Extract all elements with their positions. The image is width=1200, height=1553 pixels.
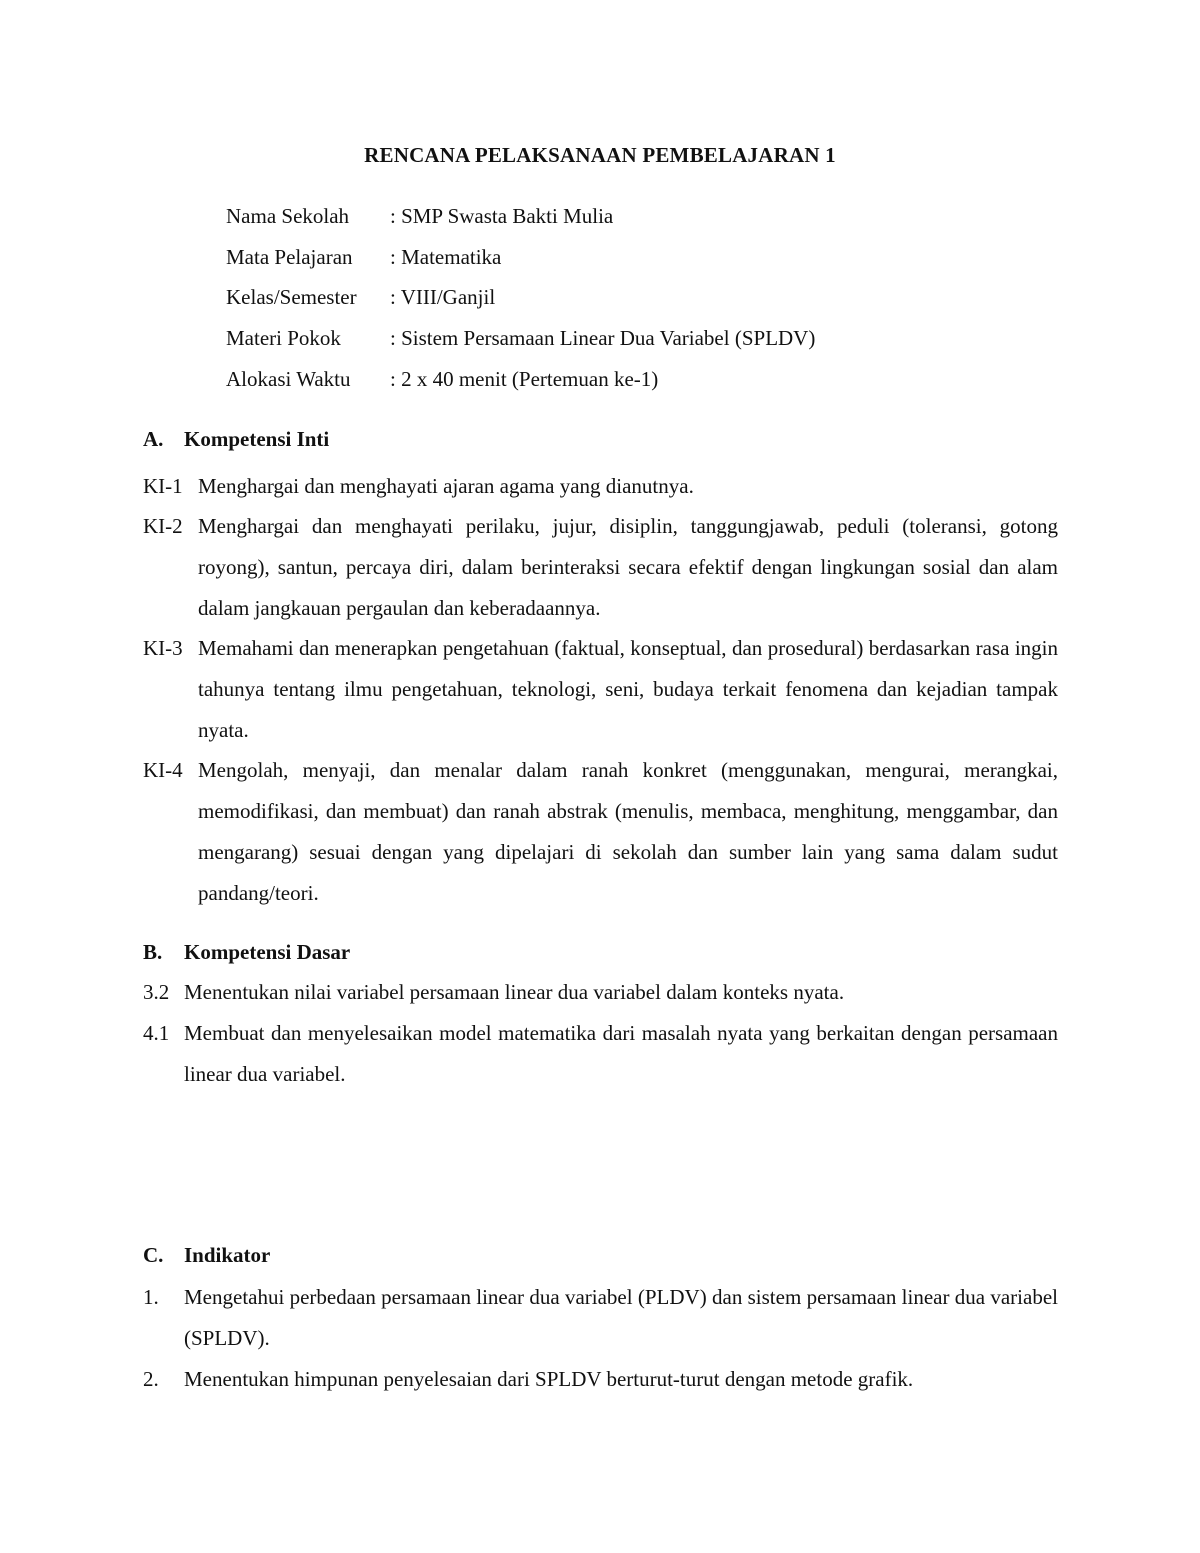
kd-item	[143, 972, 1058, 1013]
item-number: 2.	[143, 1367, 159, 1391]
section-title: Kompetensi Inti	[184, 427, 330, 451]
info-label: Nama Sekolah	[226, 204, 350, 228]
indicator-item	[143, 1277, 1058, 1359]
ki-item	[143, 750, 1058, 914]
item-text: Menentukan himpunan penyelesaian dari SPLDV berturut-turut dengan metode grafik.	[184, 1367, 914, 1391]
item-text: Mengolah, menyaji, dan menalar dalam ranah konkret (menggunakan, mengurai, merangkai, memodifikasi, dan membuat) dan ranah abstrak (menulis, membaca, menghitung, menggambar, dan mengarang) sesuai dengan yang dipelajari di sekolah dan sumber lain yang sama dalam sudut pandang/teori.	[198, 758, 1058, 905]
item-number: 1.	[143, 1285, 159, 1309]
item-number: KI-4	[143, 758, 183, 782]
section-letter: A.	[143, 427, 164, 451]
item-text: Memahami dan menerapkan pengetahuan (faktual, konseptual, dan prosedural) berdasarkan rasa ingin tahunya tentang ilmu pengetahuan, teknologi, seni, budaya terkait fenomena dan kejadian tampak nyata.	[198, 636, 1058, 742]
section-c-heading	[143, 1240, 270, 1270]
ki-item	[143, 506, 1058, 629]
info-row-class-semester	[226, 282, 495, 312]
info-row-school	[226, 201, 613, 231]
info-label: Kelas/Semester	[226, 285, 357, 309]
section-title: Indikator	[184, 1243, 271, 1267]
info-label: Materi Pokok	[226, 326, 341, 350]
ki-item	[143, 466, 1058, 507]
section-letter: B.	[143, 940, 163, 964]
section-title: Kompetensi Dasar	[184, 940, 351, 964]
info-value: : Sistem Persamaan Linear Dua Variabel (SPLDV)	[390, 326, 816, 350]
kd-item	[143, 1013, 1058, 1095]
info-label: Mata Pelajaran	[226, 245, 353, 269]
info-row-topic	[226, 323, 815, 353]
section-letter: C.	[143, 1243, 164, 1267]
info-row-time	[226, 364, 658, 394]
ki-item	[143, 628, 1058, 751]
info-value: : VIII/Ganjil	[390, 285, 496, 309]
section-a-heading	[143, 424, 329, 454]
item-number: KI-2	[143, 514, 183, 538]
item-text: Menghargai dan menghayati ajaran agama yang dianutnya.	[198, 474, 694, 498]
info-row-subject	[226, 242, 501, 272]
info-label: Alokasi Waktu	[226, 367, 351, 391]
info-value: : 2 x 40 menit (Pertemuan ke-1)	[390, 367, 659, 391]
item-number: KI-3	[143, 636, 183, 660]
section-b-heading	[143, 937, 350, 967]
item-number: 4.1	[143, 1021, 170, 1045]
item-text: Membuat dan menyelesaikan model matematika dari masalah nyata yang berkaitan dengan persamaan linear dua variabel.	[184, 1021, 1058, 1086]
item-text: Mengetahui perbedaan persamaan linear dua variabel (PLDV) dan sistem persamaan linear dua variabel (SPLDV).	[184, 1285, 1058, 1350]
item-text: Menghargai dan menghayati perilaku, jujur, disiplin, tanggungjawab, peduli (toleransi, gotong royong), santun, percaya diri, dalam berinteraksi secara efektif dengan lingkungan sosial dan alam dalam jangkauan pergaulan dan keberadaannya.	[198, 514, 1058, 620]
document-title: RENCANA PELAKSANAAN PEMBELAJARAN 1	[364, 143, 836, 167]
item-number: 3.2	[143, 980, 170, 1004]
indicator-item	[143, 1359, 1058, 1400]
info-value: : SMP Swasta Bakti Mulia	[390, 204, 614, 228]
item-text: Menentukan nilai variabel persamaan linear dua variabel dalam konteks nyata.	[184, 980, 845, 1004]
item-number: KI-1	[143, 474, 183, 498]
info-value: : Matematika	[390, 245, 502, 269]
